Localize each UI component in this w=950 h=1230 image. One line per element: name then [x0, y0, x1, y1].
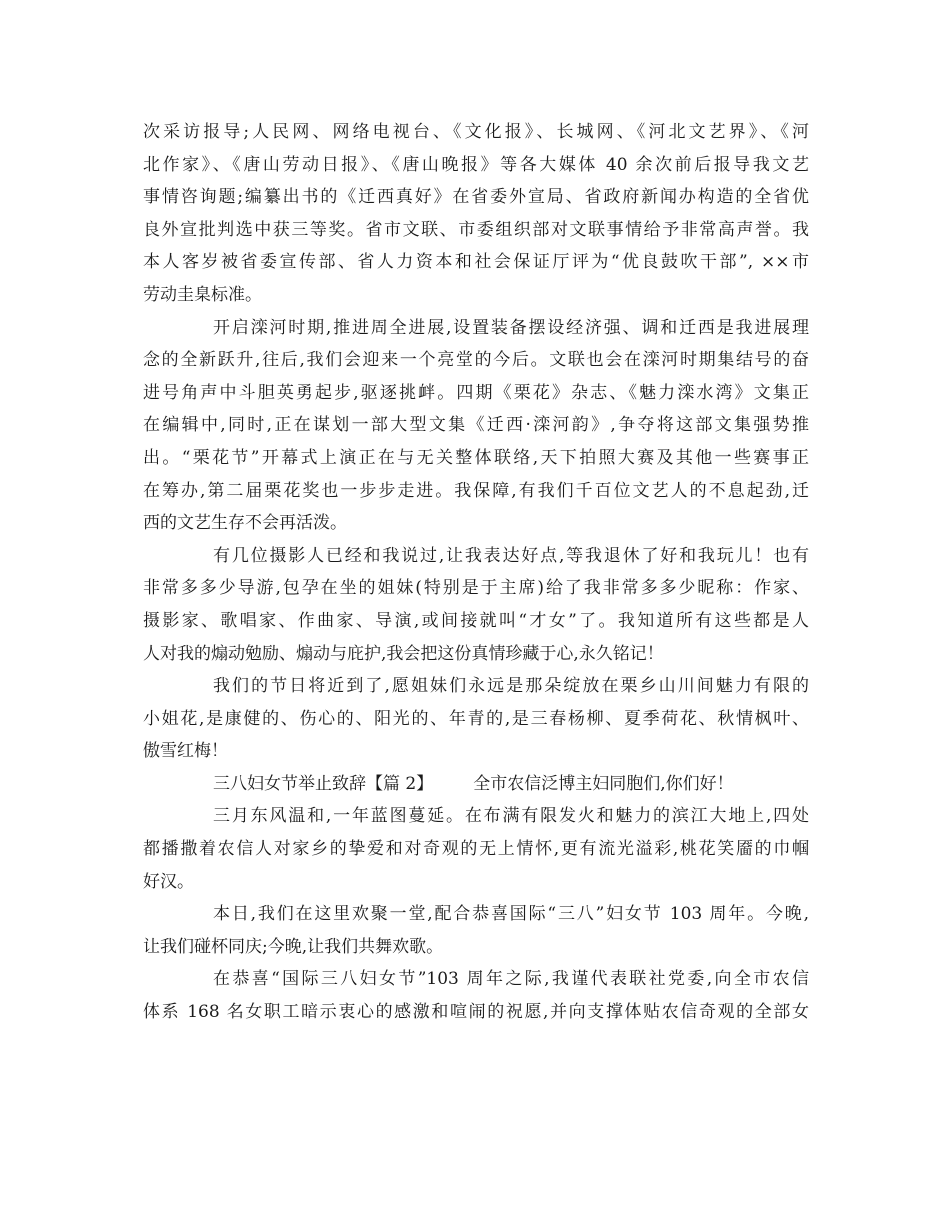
paragraph-line: 良外宣批判选中获三等奖。省市文联、市委组织部对文联事情给予非常高声誉。我 — [143, 219, 809, 240]
paragraph-line: 事情咨询题;编纂出书的《迁西真好》在省委外宣局、省政府新闻办构造的全省优 — [143, 187, 809, 208]
paragraph-line: 开启滦河时期,推进周全进展,设置装备摆设经济强、调和迁西是我进展理 — [213, 317, 809, 338]
paragraph-line: 人对我的煽动勉励、煽动与庇护,我会把这份真情珍藏于心,永久铭记！ — [143, 643, 664, 664]
paragraph-line: 三月东风温和,一年蓝图蔓延。在布满有限发火和魅力的滨江大地上,四处 — [213, 806, 809, 827]
paragraph-line: 体系 168 名女职工暗示衷心的感激和喧闹的祝愿,并向支撑体贴农信奇观的全部女 — [143, 1002, 809, 1023]
paragraph-line: 本日,我们在这里欢聚一堂,配合恭喜国际“三八”妇女节 103 周年。今晚, — [213, 904, 809, 925]
paragraph-line: 西的文艺生存不会再活泼。 — [143, 513, 347, 534]
paragraph-line: 在编辑中,同时,正在谋划一部大型文集《迁西·滦河韵》,争夺将这部文集强势推 — [143, 415, 809, 436]
paragraph-line: 在筹办,第二届栗花奖也一步步走进。我保障,有我们千百位文艺人的不息起劲,迁 — [143, 480, 809, 501]
paragraph-line: 让我们碰杯同庆;今晚,让我们共舞欢歌。 — [143, 936, 444, 957]
paragraph-line: 出。“栗花节”开幕式上演正在与无关整体联络,天下拍照大赛及其他一些赛事正 — [143, 447, 809, 468]
section-heading — [143, 768, 809, 801]
paragraph-line: 我们的节日将近到了,愿姐妹们永远是那朵绽放在栗乡山川间魅力有限的 — [213, 676, 809, 697]
paragraph-line: 劳动圭臬标准。 — [143, 284, 262, 305]
section-title: 三八妇女节举止致辞【篇 2】 — [213, 773, 434, 794]
paragraph-line: 小姐花,是康健的、伤心的、阳光的、年青的,是三春杨柳、夏季荷花、秋情枫叶、 — [143, 708, 809, 729]
paragraph-line: 有几位摄影人已经和我说过,让我表达好点,等我退休了好和我玩儿！也有 — [213, 545, 809, 566]
paragraph-line: 进号角声中斗胆英勇起步,驱逐挑衅。四期《栗花》杂志、《魅力滦水湾》文集正 — [143, 382, 809, 403]
paragraph-line: 都播撒着农信人对家乡的挚爱和对奇观的无上情怀,更有流光溢彩,桃花笑靥的巾帼 — [143, 839, 809, 860]
paragraph-line: 北作家》、《唐山劳动日报》、《唐山晚报》等各大媒体 40 余次前后报导我文艺 — [143, 154, 809, 175]
paragraph-line: 摄影家、歌唱家、作曲家、导演,或间接就叫“才女”了。我知道所有这些都是人 — [143, 610, 809, 631]
paragraph-line: 次采访报导;人民网、网络电视台、《文化报》、长城网、《河北文艺界》、《河 — [143, 122, 809, 142]
document-body — [143, 116, 809, 1029]
paragraph-line: 念的全新跃升,往后,我们会迎来一个亮堂的今后。文联也会在滦河时期集结号的奋 — [143, 350, 809, 371]
paragraph-line: 非常多多少导游,包孕在坐的姐妹(特别是于主席)给了我非常多多少昵称：作家、 — [143, 578, 809, 599]
paragraph-line: 好汉。 — [143, 871, 194, 892]
paragraph-line: 本人客岁被省委宣传部、省人力资本和社会保证厅评为“优良鼓吹干部”, ××市 — [143, 252, 809, 273]
paragraph-line: 傲雪红梅！ — [143, 741, 228, 762]
paragraph-line: 在恭喜“国际三八妇女节”103 周年之际,我谨代表联社党委,向全市农信 — [213, 969, 809, 990]
section-greeting: 全市农信泛博主妇同胞们,你们好！ — [473, 773, 734, 794]
